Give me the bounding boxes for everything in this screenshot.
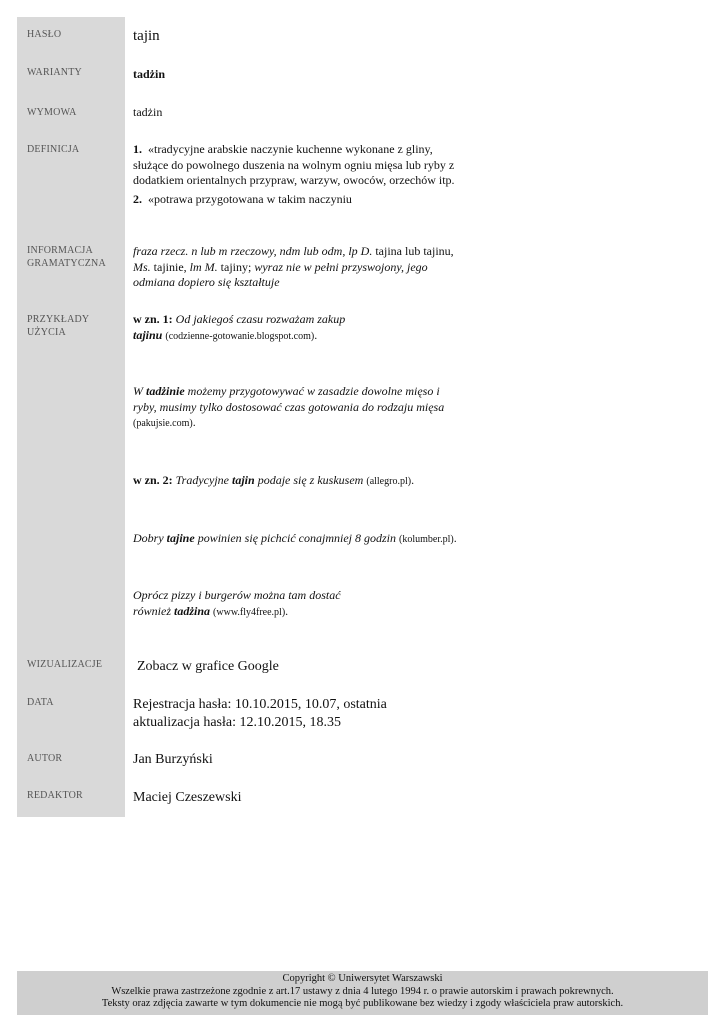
label-przyklady-line2: UŻYCIA — [27, 327, 66, 338]
label-redaktor: REDAKTOR — [27, 790, 83, 801]
definition-2 — [133, 192, 463, 208]
label-definicja: DEFINICJA — [27, 144, 80, 155]
example-2: W tadżinie możemy przygotowywać w zasadzie dowolne mięso i ryby, musimy tylko dostosować czas gotowania do rodzaju mięsa (pakujsie.com). — [133, 384, 445, 429]
update-date: aktualizacja hasła: 12.10.2015, 18.35 — [133, 715, 341, 730]
definitions — [133, 142, 463, 207]
example-3-source: allegro.pl — [369, 476, 408, 487]
example-5-keyword: tadżina — [174, 603, 211, 618]
example-5-text-a: Oprócz pizzy i burgerów można tam dostać — [133, 588, 341, 602]
pronunciation: tadżin — [133, 105, 163, 119]
example-2-keyword: tadżinie — [146, 384, 185, 398]
label-przyklady-line1: PRZYKŁADY — [27, 314, 90, 325]
label-autor: AUTOR — [27, 753, 63, 764]
google-images-link[interactable]: Zobacz w grafice Google — [137, 659, 279, 674]
grammar-part-4: tajinie, — [153, 259, 187, 274]
example-5-source: www.fly4free.pl — [216, 606, 282, 618]
author-name: Jan Burzyński — [133, 752, 213, 767]
example-4-text-b: powinien się pichcić conajmniej 8 godzin — [197, 531, 396, 545]
example-1-text-a: Od jakiegoś czasu rozważam — [175, 312, 315, 326]
label-informacja-line2: GRAMATYCZNA — [27, 258, 106, 269]
example-1: w zn. 1: Od jakiegoś czasu rozważam zakup tajinu (codzienne-gotowanie.blogspot.com). — [133, 312, 346, 342]
editor-name: Maciej Czeszewski — [133, 790, 242, 805]
label-przyklady-uzycia — [27, 313, 89, 339]
footer-copyright: Copyright © Uniwersytet Warszawski — [282, 973, 443, 984]
grammar-part-3: Ms. — [133, 259, 151, 274]
example-2-text-b: możemy przygotowywać w zasadzie dowolne mięso i ryby, musimy tylko dostosować czas gotowania do rodzaju — [133, 384, 440, 414]
grammar-info — [133, 244, 468, 291]
label-informacja-line1: INFORMACJA — [27, 245, 93, 256]
entry-dates — [133, 696, 473, 732]
definition-2-text: «potrawa przygotowana w takim naczyniu — [148, 191, 352, 206]
label-data: DATA — [27, 697, 54, 708]
definition-1 — [133, 142, 463, 189]
definition-1-text: «tradycyjne arabskie naczynie kuchenne wykonane z gliny, służące do powolnego duszenia na wolnym ogniu mięsa lub ryby z dodatkiem orientalnych przypraw, warzyw, owoców, orzechów itp. — [133, 142, 455, 187]
example-3-text-a: Tradycyjne — [175, 473, 229, 487]
grammar-part-7: wyraz nie w pełni przyswojony, jego odmiana dopiero się kształtuje — [133, 259, 428, 289]
example-4-keyword: tajine — [166, 531, 195, 545]
example-5-text-b: również — [133, 603, 172, 618]
example-1-prefix: w zn. 1: — [133, 312, 173, 326]
copyright-footer — [17, 971, 708, 1015]
grammar-part-2: tajina lub tajinu, — [375, 244, 454, 258]
example-4-text-a: Dobry — [133, 531, 164, 545]
grammar-part-1: fraza rzecz. n lub m rzeczowy, ndm lub odm, lp D. — [133, 244, 373, 258]
registration-date: Rejestracja hasła: 10.10.2015, 10.07, ostatnia — [133, 697, 387, 712]
example-1-source: codzienne-gotowanie.blogspot.com — [168, 330, 311, 342]
definition-1-number: 1. — [133, 142, 142, 156]
headword: tajin — [133, 28, 160, 44]
example-2-source: pakujsie.com — [136, 418, 190, 429]
example-3-prefix: w zn. 2: — [133, 473, 173, 487]
label-haslo: HASŁO — [27, 29, 62, 40]
example-5: Oprócz pizzy i burgerów można tam dostać również tadżina (www.fly4free.pl). — [133, 588, 341, 618]
label-warianty: WARIANTY — [27, 67, 82, 78]
grammar-part-6: tajiny; — [220, 259, 252, 274]
example-1-keyword: tajinu — [133, 327, 163, 342]
definition-2-number: 2. — [133, 191, 142, 206]
variant: tadżin — [133, 67, 166, 81]
label-informacja-gramatyczna — [27, 244, 106, 270]
footer-notice: Teksty oraz zdjęcia zawarte w tym dokumencie nie mogą być publikowane bez wiedzy i zgody właściciela praw autorskich. — [101, 998, 624, 1009]
grammar-part-5: lm M. — [189, 259, 218, 274]
label-wizualizacje: WIZUALIZACJE — [27, 659, 103, 670]
example-4: Dobry tajine powinien się pichcić conajmniej 8 godzin (kolumber.pl). — [133, 531, 457, 545]
footer-rights: Wszelkie prawa zastrzeżone zgodnie z art.17 ustawy z dnia 4 lutego 1994 r. o prawie autorskim i prawach pokrewnych. — [111, 985, 614, 997]
example-2-text-a: W — [133, 384, 143, 398]
example-2-text-c: mięsa — [416, 399, 445, 414]
label-wymowa: WYMOWA — [27, 107, 77, 118]
example-3-text-b: podaje się z kuskusem — [257, 473, 364, 487]
example-1-text-b: zakup — [317, 312, 346, 326]
example-4-source: kolumber.pl — [402, 534, 451, 545]
example-3: w zn. 2: Tradycyjne tajin podaje się z kuskusem (allegro.pl). — [133, 473, 415, 487]
example-3-keyword: tajin — [232, 473, 255, 487]
